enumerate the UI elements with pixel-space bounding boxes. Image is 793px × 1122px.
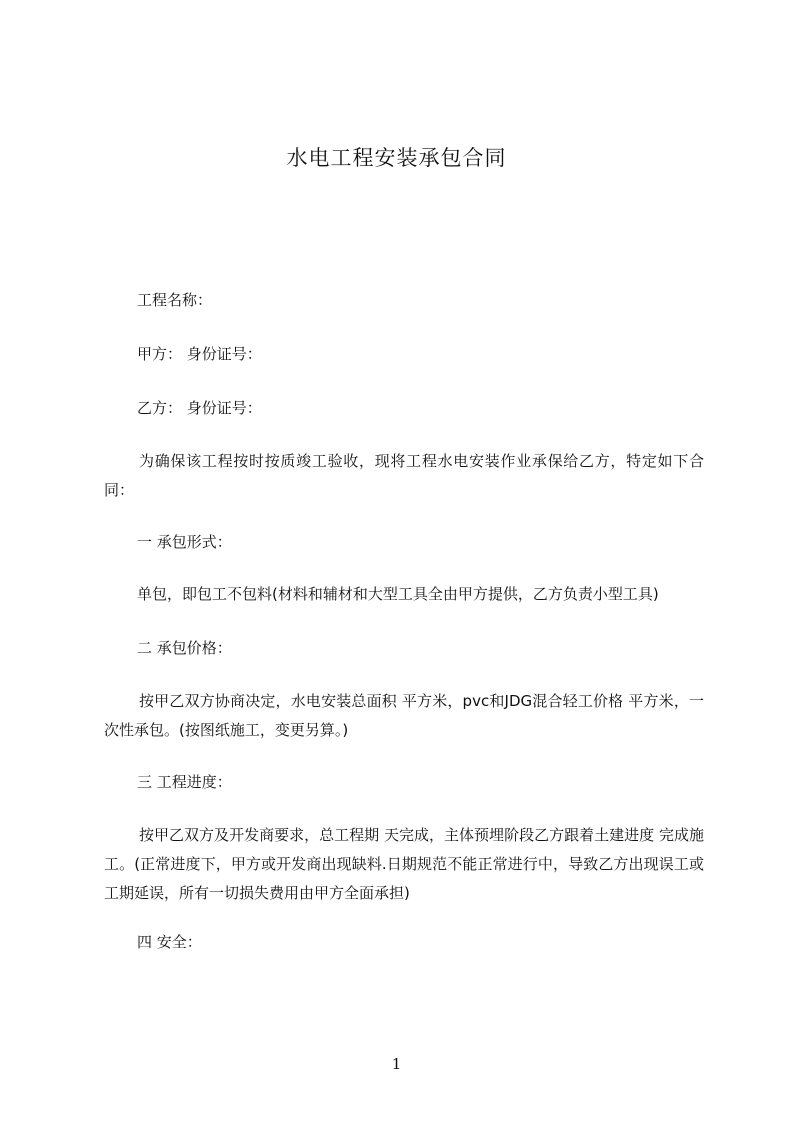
intro-paragraph: 为确保该工程按时按质竣工验收，现将工程水电安装作业承保给乙方，特定如下合同： — [104, 452, 704, 499]
project-name-label: 工程名称： — [137, 291, 213, 309]
section-4-heading: 四 安全： — [137, 933, 202, 951]
section-2-body: 按甲乙双方协商决定，水电安装总面积 平方米，pvc和JDG混合轻工价格 平方米，一次性承包。(按图纸施工，变更另算。) — [104, 692, 704, 739]
section-3-body: 按甲乙双方及开发商要求，总工程期 天完成，主体预埋阶段乙方跟着土建进度 完成施工。(正常进度下，甲方或开发商出现缺料.日期规范不能正常进行中，导致乙方出现误工或工期延误，所有一切损失费用由甲方全面承担) — [104, 826, 704, 902]
party-a-line: 甲方： 身份证号： — [137, 345, 262, 363]
section-2-heading: 二 承包价格： — [137, 639, 232, 657]
section-3-heading: 三 工程进度： — [137, 773, 232, 791]
party-b-line: 乙方： 身份证号： — [137, 399, 262, 417]
section-1-body: 单包，即包工不包料(材料和辅材和大型工具全由甲方提供，乙方负责小型工具) — [137, 585, 659, 603]
section-1-heading: 一 承包形式： — [137, 533, 232, 551]
contract-title: 水电工程安装承包合同 — [286, 146, 507, 170]
page-number: 1 — [391, 1055, 402, 1073]
